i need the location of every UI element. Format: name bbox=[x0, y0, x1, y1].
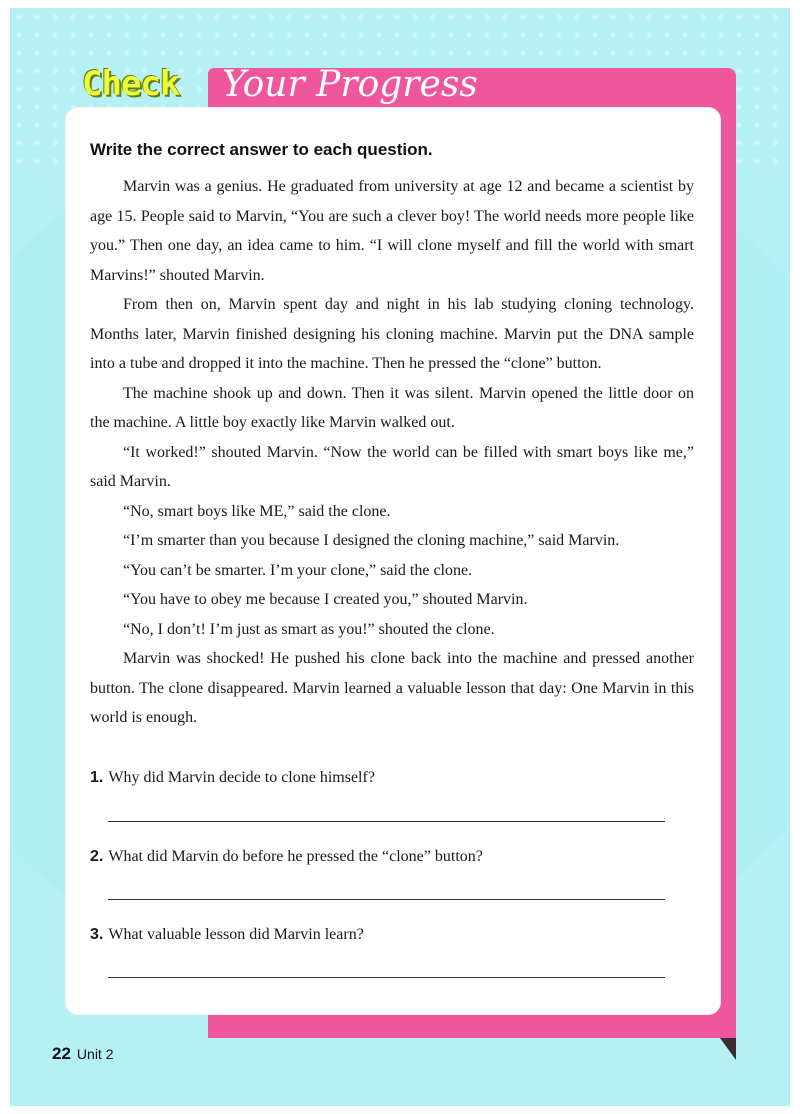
story-paragraph: From then on, Marvin spent day and night in his lab studying cloning technology. Months later, Marvin finished designing his cloning machine. Marvin put the DNA sample into a tube and dropped it into the machine. Then he pressed the “clone” button. bbox=[90, 296, 694, 372]
page-number: 22 bbox=[52, 1044, 71, 1063]
story-paragraph: “No, I don’t! I’m just as smart as you!” shouted the clone. bbox=[123, 620, 495, 638]
answer-line-3[interactable] bbox=[108, 977, 665, 978]
story-paragraph: “I’m smarter than you because I designed the cloning machine,” said Marvin. bbox=[123, 532, 620, 549]
story-paragraph: Marvin was shocked! He pushed his clone back into the machine and pressed another button. The clone disappeared. Marvin learned a valuable lesson that day: One Marvin in this world is enough. bbox=[90, 650, 694, 726]
title-your-progress: Your Progress bbox=[222, 64, 478, 105]
question-text: What did Marvin do before he pressed the “clone” button? bbox=[108, 848, 483, 865]
story-text bbox=[90, 172, 694, 733]
story-paragraph: “It worked!” shouted Marvin. “Now the world can be filled with smart boys like me,” said Marvin. bbox=[90, 443, 694, 490]
question-2 bbox=[90, 848, 483, 866]
instruction-heading: Write the correct answer to each question. bbox=[90, 140, 433, 159]
answer-line-2[interactable] bbox=[108, 899, 665, 900]
question-number: 3. bbox=[90, 926, 104, 943]
question-number: 2. bbox=[90, 848, 104, 865]
question-1 bbox=[90, 769, 375, 787]
story-paragraph: “You have to obey me because I created you,” shouted Marvin. bbox=[123, 591, 528, 608]
answer-line-1[interactable] bbox=[108, 821, 665, 822]
story-paragraph: The machine shook up and down. Then it was silent. Marvin opened the little door on the machine. A little boy exactly like Marvin walked out. bbox=[90, 384, 694, 431]
question-text: Why did Marvin decide to clone himself? bbox=[108, 769, 375, 786]
question-text: What valuable lesson did Marvin learn? bbox=[108, 926, 364, 943]
story-paragraph: Marvin was a genius. He graduated from university at age 12 and became a scientist by age 15. People said to Marvin, “You are such a clever boy! The world needs more people like you.” Then one day, an idea came to him. “I will clone myself and fill the world with smart Marvins!” shouted Marvin. bbox=[90, 178, 694, 284]
unit-label: Unit 2 bbox=[76, 1046, 114, 1062]
page-footer bbox=[52, 1044, 114, 1064]
title-check: Check bbox=[82, 64, 180, 104]
question-number: 1. bbox=[90, 769, 104, 786]
story-paragraph: “No, smart boys like ME,” said the clone. bbox=[123, 502, 391, 520]
question-3 bbox=[90, 926, 364, 944]
story-paragraph: “You can’t be smarter. I’m your clone,” said the clone. bbox=[123, 561, 473, 579]
